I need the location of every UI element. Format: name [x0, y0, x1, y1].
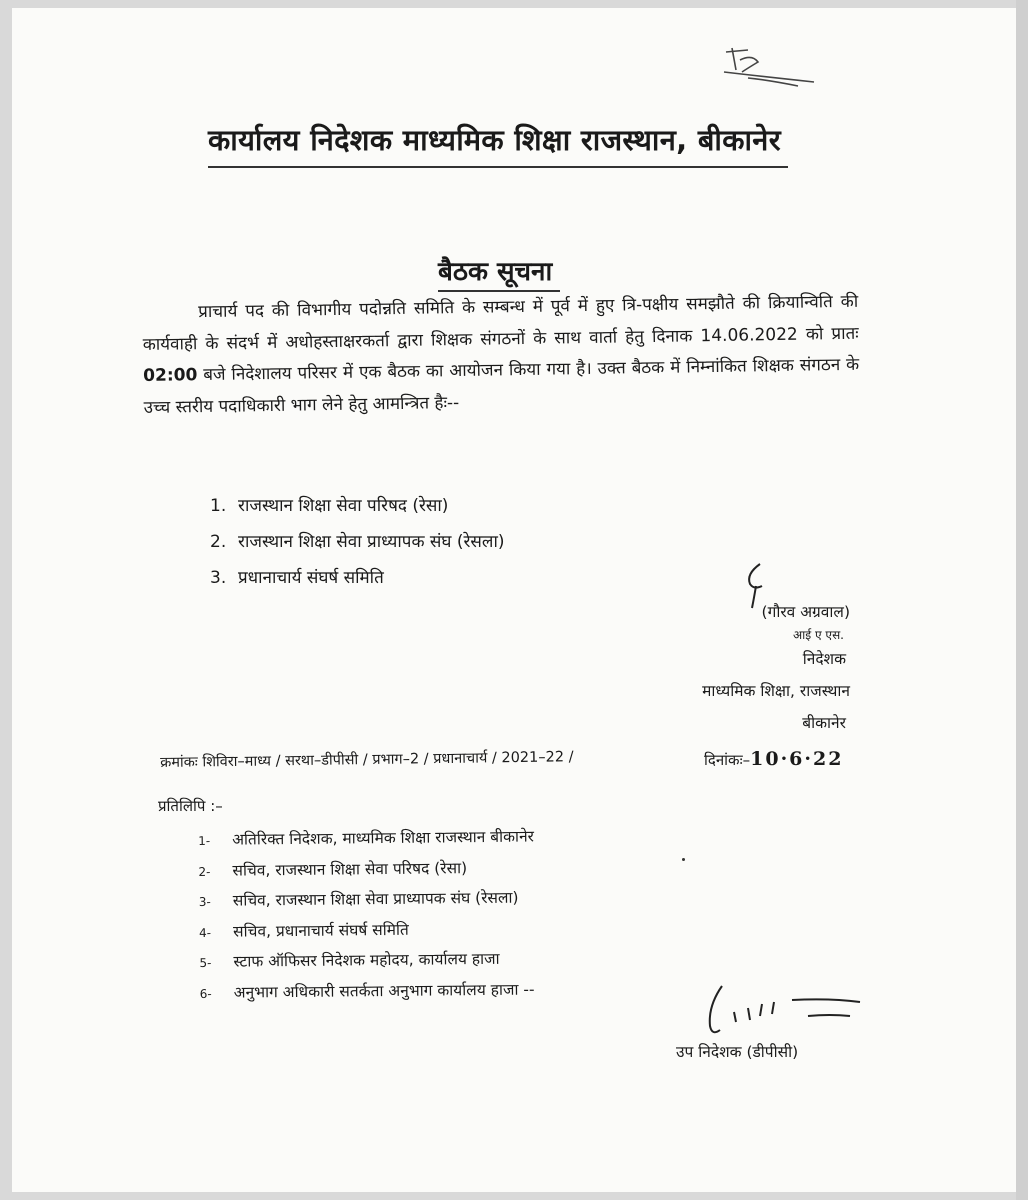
signatory-department: माध्यमिक शिक्षा, राजस्थान — [702, 682, 850, 700]
deputy-designation: उप निदेशक (डीपीसी) — [676, 1043, 799, 1061]
office-header: कार्यालय निदेशक माध्यमिक शिक्षा राजस्थान, बीकानेर — [208, 123, 781, 157]
list-item — [210, 560, 505, 596]
notice-title: बैठक सूचना — [438, 257, 553, 287]
item-number: 1. — [210, 496, 227, 516]
list-item — [199, 914, 535, 948]
list-item — [210, 488, 505, 524]
signatory-service: आई ए एस. — [793, 628, 844, 642]
item-text: सचिव, प्रधानाचार्य संघर्ष समिति — [233, 920, 409, 941]
list-item — [199, 883, 535, 917]
item-text: राजस्थान शिक्षा सेवा परिषद (रेसा) — [238, 496, 449, 516]
item-text: राजस्थान शिक्षा सेवा प्राध्यापक संघ (रेसला) — [238, 532, 505, 552]
list-item — [210, 524, 505, 560]
item-text: सचिव, राजस्थान शिक्षा सेवा परिषद (रेसा) — [232, 858, 468, 880]
copy-list — [198, 822, 536, 1009]
item-number: 5- — [199, 955, 212, 970]
list-item — [198, 822, 534, 856]
body-text-part1: प्राचार्य पद की विभागीय पदोन्नति समिति के सम्बन्ध में पूर्व में हुए त्रि-पक्षीय समझौते की क्रियान्विति की कार्यवाही के संदर्भ में अधोहस्ताक्षरकर्ता द्वारा शिक्षक संगठनों के साथ वार्ता हेतु दिनाक 14.06.2022 को प्रातः — [142, 291, 859, 355]
list-item — [198, 853, 534, 887]
deputy-signature — [700, 980, 870, 1040]
date-value: 10·6·22 — [750, 748, 844, 770]
stray-mark — [682, 858, 685, 861]
invitee-list — [210, 488, 505, 596]
meeting-time: 02:00 — [143, 365, 198, 386]
item-text: स्टाफ ऑफिसर निदेशक महोदय, कार्यालय हाजा — [233, 949, 500, 971]
page-edge — [1016, 0, 1028, 1200]
copy-label: प्रतिलिपि :– — [158, 797, 223, 815]
item-text: सचिव, राजस्थान शिक्षा सेवा प्राध्यापक संघ (रेसला) — [232, 888, 519, 910]
list-item — [199, 944, 535, 978]
item-number: 1- — [198, 833, 211, 848]
item-number: 3. — [210, 568, 227, 588]
body-text-part2: बजे निदेशालय परिसर में एक बैठक का आयोजन किया गया है। उक्त बैठक में निम्नांकित शिक्षक संगठन के उच्च स्तरीय पदाधिकारी भाग लेने हेतु आमन्त्रित हैः-- — [143, 354, 860, 418]
signatory-block — [600, 600, 850, 733]
item-number: 4- — [199, 925, 212, 940]
initials-scribble — [718, 42, 818, 90]
list-item — [200, 975, 536, 1009]
item-text: अतिरिक्त निदेशक, माध्यमिक शिक्षा राजस्थान बीकानेर — [232, 827, 535, 849]
item-number: 6- — [199, 986, 212, 1001]
item-text: प्रधानाचार्य संघर्ष समिति — [238, 568, 384, 588]
order-date — [704, 748, 843, 770]
item-number: 3- — [198, 894, 211, 909]
item-number: 2. — [210, 532, 227, 552]
order-number: क्रमांकः शिविरा–माध्य / सरथा–डीपीसी / प्रभाग–2 / प्रधानाचार्य / 2021–22 / — [160, 749, 574, 771]
header-underline — [208, 166, 788, 168]
notice-body — [142, 287, 860, 424]
item-text: अनुभाग अधिकारी सतर्कता अनुभाग कार्यालय हाजा -- — [233, 979, 535, 1002]
date-label: दिनांकः– — [704, 751, 751, 769]
signatory-place: बीकानेर — [802, 714, 846, 732]
signatory-designation: निदेशक — [802, 650, 846, 668]
item-number: 2- — [198, 864, 211, 879]
signatory-name: (गौरव अग्रवाल) — [761, 603, 850, 621]
